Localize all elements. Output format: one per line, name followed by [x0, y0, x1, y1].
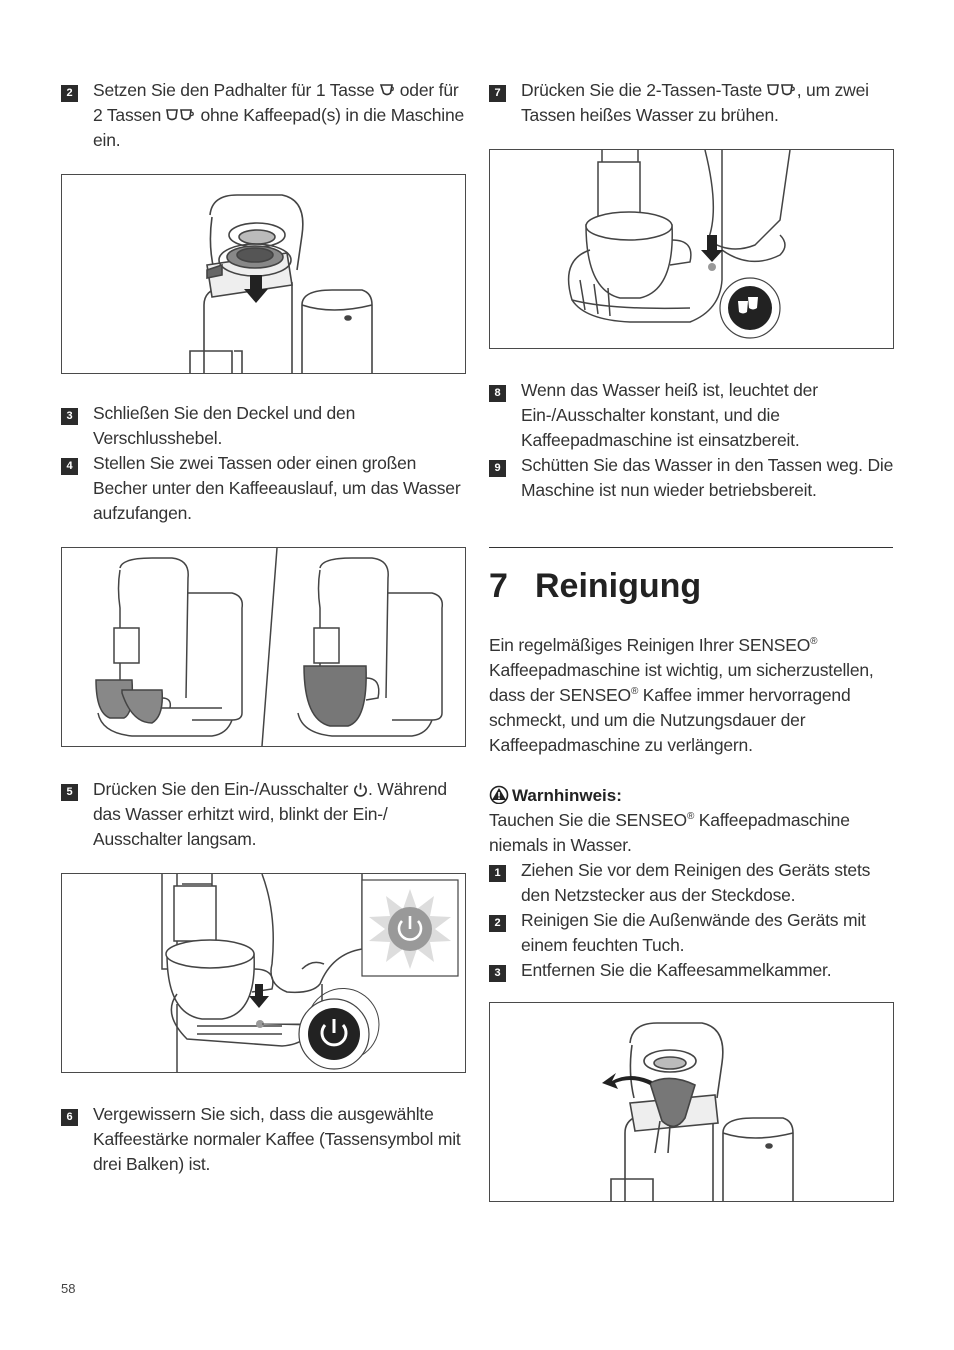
- press-two-cup-button-drawing: [490, 150, 893, 348]
- clean-step-2: 2 Reinigen Sie die Außenwände des Geräts mit einem feuchten Tuch.: [489, 908, 894, 958]
- illustration-pad-holder: [61, 174, 466, 374]
- step-number: 2: [61, 85, 78, 102]
- step-number: 5: [61, 784, 78, 801]
- step-number: 3: [489, 965, 506, 982]
- step-3: 3 Schließen Sie den Deckel und den Verschlusshebel.: [61, 401, 467, 451]
- coffee-machine-drawing: [62, 175, 465, 373]
- step-6: 6 Vergewissern Sie sich, dass die ausgewählte Kaffeestärke normaler Kaffee (Tassensymbol mit drei Balken) ist.: [61, 1102, 467, 1177]
- warning-icon: [489, 785, 509, 804]
- power-icon: [353, 782, 368, 797]
- clean-step-3: 3 Entfernen Sie die Kaffeesammelkammer.: [489, 958, 894, 983]
- illustration-two-cups-and-mug: [61, 547, 466, 747]
- step-5: 5 Drücken Sie den Ein-/Ausschalter . Während das Wasser erhitzt wird, blinkt der Ein-/ Ausschalter langsam.: [61, 777, 467, 852]
- left-column: [61, 78, 467, 1177]
- illustration-power-button: [61, 873, 466, 1073]
- two-cups-icon: [767, 82, 797, 98]
- step-number: 8: [489, 385, 506, 402]
- chapter-heading: 7 Reinigung: [489, 567, 702, 605]
- step-number: 1: [489, 865, 506, 882]
- step-number: 7: [489, 85, 506, 102]
- illustration-remove-coffee-collector: [489, 1002, 894, 1202]
- step-8: 8 Wenn das Wasser heiß ist, leuchtet der Ein-/Ausschalter konstant, und die Kaffeepadmaschine ist einsatzbereit.: [489, 378, 894, 453]
- warning-text: Tauchen Sie die SENSEO® Kaffeepadmaschine niemals in Wasser.: [489, 810, 850, 855]
- illustration-two-cup-button: [489, 149, 894, 349]
- page-number: 58: [61, 1281, 76, 1296]
- step-2: 2 Setzen Sie den Padhalter für 1 Tasse oder für 2 Tassen ohne Kaffeepad(s) in die Maschine ein.: [61, 78, 467, 153]
- step-9: 9 Schütten Sie das Wasser in den Tassen weg. Die Maschine ist nun wieder betriebsbereit.: [489, 453, 894, 503]
- section-divider: [489, 547, 893, 548]
- remove-coffee-collector-drawing: [490, 1003, 893, 1201]
- step-7: 7 Drücken Sie die 2-Tassen-Taste , um zwei Tassen heißes Wasser zu brühen.: [489, 78, 894, 128]
- step-number: 2: [489, 915, 506, 932]
- step-number: 4: [61, 458, 78, 475]
- warning-heading: Warnhinweis:: [489, 783, 894, 808]
- step-number: 9: [489, 460, 506, 477]
- right-column: [489, 78, 894, 1202]
- press-power-button-drawing: [62, 874, 465, 1072]
- coffee-machines-with-cups-drawing: [62, 548, 465, 746]
- step-4: 4 Stellen Sie zwei Tassen oder einen großen Becher unter den Kaffeeauslauf, um das Wasser aufzufangen.: [61, 451, 467, 526]
- clean-step-1: 1 Ziehen Sie vor dem Reinigen des Geräts stets den Netzstecker aus der Steckdose.: [489, 858, 894, 908]
- intro-paragraph: Ein regelmäßiges Reinigen Ihrer SENSEO® Kaffeepadmaschine ist wichtig, um sicherzustellen, dass der SENSEO® Kaffee immer hervorragend schmeckt, und um die Nutzungsdauer der Kaffeepadmaschine zu verlängern.: [489, 635, 874, 755]
- step-number: 6: [61, 1109, 78, 1126]
- two-cups-icon: [166, 107, 196, 123]
- step-number: 3: [61, 408, 78, 425]
- one-cup-icon: [379, 82, 395, 98]
